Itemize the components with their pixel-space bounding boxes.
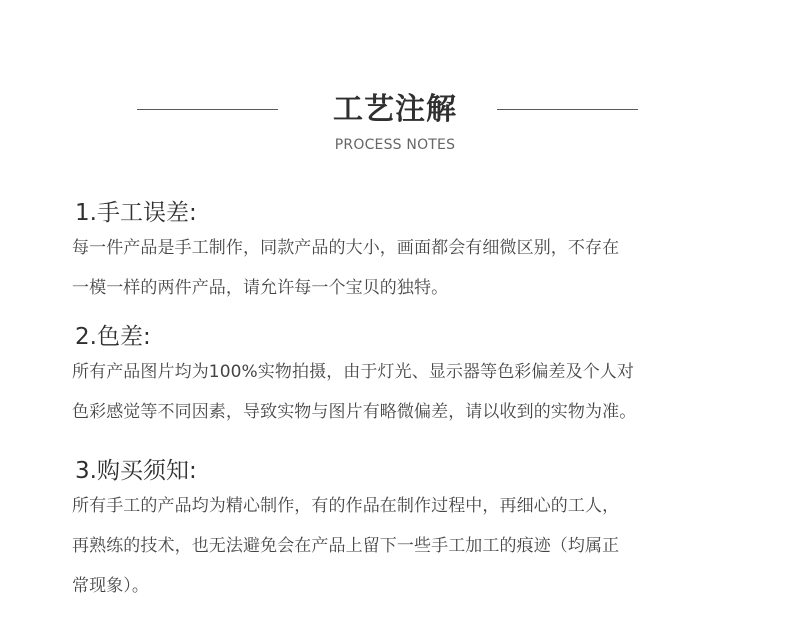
note-line: 再熟练的技术，也无法避免会在产品上留下一些手工加工的痕迹（均属正 <box>72 536 620 556</box>
note-handmade-error <box>72 198 732 308</box>
page-subtitle: PROCESS NOTES <box>334 137 456 153</box>
note-heading: 1.手工误差: <box>75 200 197 226</box>
note-line: 一模一样的两件产品，请允许每一个宝贝的独特。 <box>72 278 449 298</box>
section-header <box>0 0 790 170</box>
page-title: 工艺注解 <box>333 92 457 127</box>
note-line: 所有手工的产品均为精心制作，有的作品在制作过程中，再细心的工人， <box>72 496 620 516</box>
note-line: 每一件产品是手工制作，同款产品的大小，画面都会有细微区别，不存在 <box>72 238 620 258</box>
note-heading: 2.色差: <box>75 324 151 350</box>
note-color-difference <box>72 322 732 432</box>
note-line: 常现象）。 <box>72 576 149 596</box>
note-line: 所有产品图片均为100%实物拍摄，由于灯光、显示器等色彩偏差及个人对 <box>72 362 634 382</box>
note-purchase-notice <box>72 456 732 606</box>
note-heading: 3.购买须知: <box>75 458 197 484</box>
note-line: 色彩感觉等不同因素，导致实物与图片有略微偏差，请以收到的实物为准。 <box>72 402 637 422</box>
